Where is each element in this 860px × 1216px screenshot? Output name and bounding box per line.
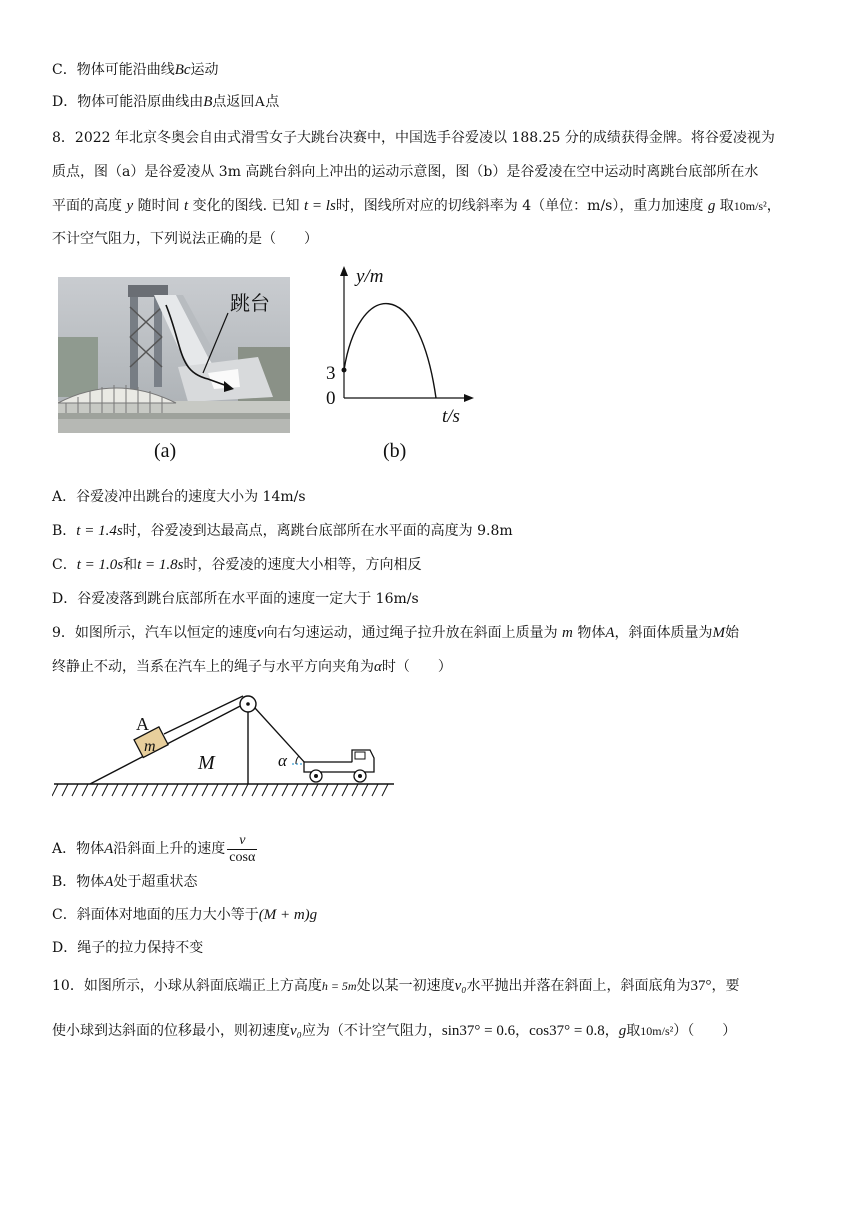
q8-l3a: 平面的高度 bbox=[52, 198, 122, 214]
incline-pulley-truck-figure bbox=[52, 692, 402, 800]
q10-l2a: 使小球到达斜面的位移最小，则初速度 bbox=[52, 1023, 290, 1039]
q7-option-c bbox=[52, 60, 219, 80]
q9-option-a bbox=[52, 832, 257, 868]
q9-option-b bbox=[52, 872, 197, 892]
q10-v0-2: v₀ bbox=[290, 1023, 302, 1039]
q8-optb-time: t = 1.4s bbox=[76, 523, 123, 539]
q9-stem-line-2 bbox=[52, 657, 452, 677]
incline-surface bbox=[90, 702, 248, 784]
q10-l2g: ， bbox=[604, 1023, 619, 1039]
q8-var-y: y bbox=[126, 198, 134, 214]
q8-time-1s: t = ls bbox=[304, 198, 336, 214]
label-m: m bbox=[144, 738, 156, 755]
q9-option-c bbox=[52, 905, 317, 925]
q7-option-c-text: C．物体可能沿曲线 bbox=[52, 62, 175, 78]
q8-stem-line-4: 不计空气阻力，下列说法正确的是（ ） bbox=[52, 231, 318, 247]
q8-optb-post: 时，谷爱凌到达最高点，离跳台底部所在水平面的高度为 9.8m bbox=[122, 523, 513, 539]
q7-var-a: A bbox=[254, 94, 266, 110]
q9-optb-var-a: A bbox=[104, 874, 114, 890]
fraction-numerator: v bbox=[227, 833, 257, 850]
q9-var-big-m: M bbox=[712, 625, 726, 641]
q9-l1d: ，斜面体质量为 bbox=[614, 625, 713, 641]
truck-icon bbox=[304, 750, 374, 782]
q10-v0: v₀ bbox=[454, 978, 467, 994]
q7-option-d bbox=[52, 92, 279, 112]
q10-angle: 37° bbox=[690, 978, 712, 994]
q8-optc-time-2: t = 1.8s bbox=[137, 557, 184, 573]
q9-opta-fraction bbox=[227, 833, 257, 866]
q10-stem-line-1 bbox=[52, 976, 739, 996]
graph-y-axis-arrow bbox=[340, 266, 348, 276]
q8-optc-and: 和 bbox=[123, 557, 138, 573]
height-time-graph bbox=[318, 262, 478, 442]
q9-opta-pre: A．物体 bbox=[52, 841, 105, 857]
q10-l1a: 10．如图所示，小球从斜面底端正上方高度 bbox=[52, 978, 322, 994]
graph-x-label: t/s bbox=[442, 406, 460, 427]
q9-var-v: v bbox=[256, 625, 264, 641]
q8-option-d: D．谷爱凌落到跳台底部所在水平面的速度一定大于 16m/s bbox=[52, 591, 419, 607]
q8-var-g: g bbox=[707, 198, 716, 214]
q8-optc-pre: C． bbox=[52, 557, 77, 573]
q8-optc-time-1: t = 1.0s bbox=[76, 557, 124, 573]
q8-option-c bbox=[52, 555, 422, 575]
q10-l1g: ，要 bbox=[711, 978, 740, 994]
graph-tick-3: 3 bbox=[326, 363, 336, 384]
q7-var-bc: Bc bbox=[174, 62, 191, 78]
q7-option-c-end: 运动 bbox=[190, 62, 219, 78]
q10-l2c: 应为（不计空气阻力， bbox=[301, 1023, 442, 1039]
q7-var-b: B bbox=[203, 94, 213, 110]
q8-optb-pre: B． bbox=[52, 523, 77, 539]
photo-label-jump-platform: 跳台 bbox=[230, 291, 270, 315]
q9-var-m: m bbox=[562, 625, 573, 641]
q10-g-value: 10m/s² bbox=[640, 1024, 674, 1038]
label-a: A bbox=[136, 714, 149, 734]
q9-var-a: A bbox=[605, 625, 615, 641]
q10-height: h = 5m bbox=[321, 979, 357, 993]
q8-var-t: t bbox=[184, 198, 189, 214]
q10-cos: cos37° = 0.8 bbox=[529, 1023, 605, 1039]
figure-b-caption: (b) bbox=[383, 440, 407, 462]
label-big-m: M bbox=[198, 752, 215, 774]
fraction-denominator: cosα bbox=[229, 849, 256, 865]
graph-start-point bbox=[342, 368, 347, 373]
ski-jump-photo bbox=[58, 277, 290, 433]
q8-stem-line-1: 8．2022 年北京冬奥会自由式滑雪女子大跳台决赛中，中国选手谷爱凌以 188.25 分的成绩获得金牌。将谷爱凌视为 bbox=[52, 130, 775, 146]
q10-stem-line-2 bbox=[52, 1021, 736, 1041]
q8-option-a: A．谷爱凌冲出跳台的速度大小为 14m/s bbox=[52, 489, 306, 505]
figure-a-caption: (a) bbox=[154, 440, 177, 462]
q10-l1c: 处以某一初速度 bbox=[356, 978, 455, 994]
q7-option-d-text: D．物体可能沿原曲线由 bbox=[52, 94, 204, 110]
q8-stem-line-3 bbox=[52, 196, 781, 216]
q7-option-d-end: 点 bbox=[265, 94, 280, 110]
q9-l1a: 9．如图所示，汽车以恒定的速度 bbox=[52, 625, 257, 641]
rope-to-block bbox=[164, 696, 243, 734]
q9-var-alpha: α bbox=[374, 659, 382, 675]
q10-sin: sin37° = 0.6 bbox=[441, 1023, 516, 1039]
q9-opta-var-a: A bbox=[104, 841, 114, 857]
q8-l3e: 时，图线所对应的切线斜率为 4（单位：m/s），重力加速度 bbox=[335, 198, 704, 214]
q8-l3b: 随时间 bbox=[137, 198, 180, 214]
q10-l1e: 水平抛出并落在斜面上，斜面底角为 bbox=[466, 978, 691, 994]
q9-optc-expr: (M + m)g bbox=[258, 907, 318, 923]
q10-var-g: g bbox=[618, 1023, 627, 1039]
q8-stem-line-2: 质点，图（a）是谷爱凌从 3m 高跳台斜向上冲出的运动示意图，图（b）是谷爱凌在空中运动时离跳台底部所在水 bbox=[52, 164, 759, 180]
q9-optc-pre: C．斜面体对地面的压力大小等于 bbox=[52, 907, 259, 923]
q8-l3f: 取 bbox=[719, 198, 734, 214]
q8-optc-post: 时，谷爱凌的速度大小相等，方向相反 bbox=[183, 557, 422, 573]
q10-l2k: ）（ ） bbox=[673, 1023, 737, 1039]
q8-l3h: ， bbox=[766, 198, 781, 214]
q8-g-value: 10m/s² bbox=[733, 199, 767, 213]
q10-l2i: 取 bbox=[626, 1023, 641, 1039]
q7-option-d-mid: 点返回 bbox=[212, 94, 255, 110]
q10-l2e: ， bbox=[515, 1023, 530, 1039]
q9-l1e: 始 bbox=[725, 625, 740, 641]
q9-l2b: 时（ ） bbox=[381, 659, 452, 675]
q9-optb-pre: B．物体 bbox=[52, 874, 105, 890]
q9-option-d: D．绳子的拉力保持不变 bbox=[52, 940, 204, 956]
q9-stem-line-1 bbox=[52, 623, 739, 643]
graph-y-label: y/m bbox=[356, 266, 384, 287]
graph-curve bbox=[344, 304, 436, 398]
q8-option-b bbox=[52, 521, 513, 541]
q9-l1b: 向右匀速运动，通过绳子拉升放在斜面上质量为 bbox=[263, 625, 558, 641]
graph-x-axis-arrow bbox=[464, 394, 474, 402]
q9-l1c: 物体 bbox=[577, 625, 606, 641]
q9-l2a: 终静止不动，当系在汽车上的绳子与水平方向夹角为 bbox=[52, 659, 374, 675]
q9-optb-post: 处于超重状态 bbox=[113, 874, 198, 890]
q9-opta-mid: 沿斜面上升的速度 bbox=[113, 841, 226, 857]
q8-l3c: 变化的图线. 已知 bbox=[192, 198, 300, 214]
graph-origin: 0 bbox=[326, 388, 336, 409]
label-alpha: α bbox=[278, 751, 287, 770]
